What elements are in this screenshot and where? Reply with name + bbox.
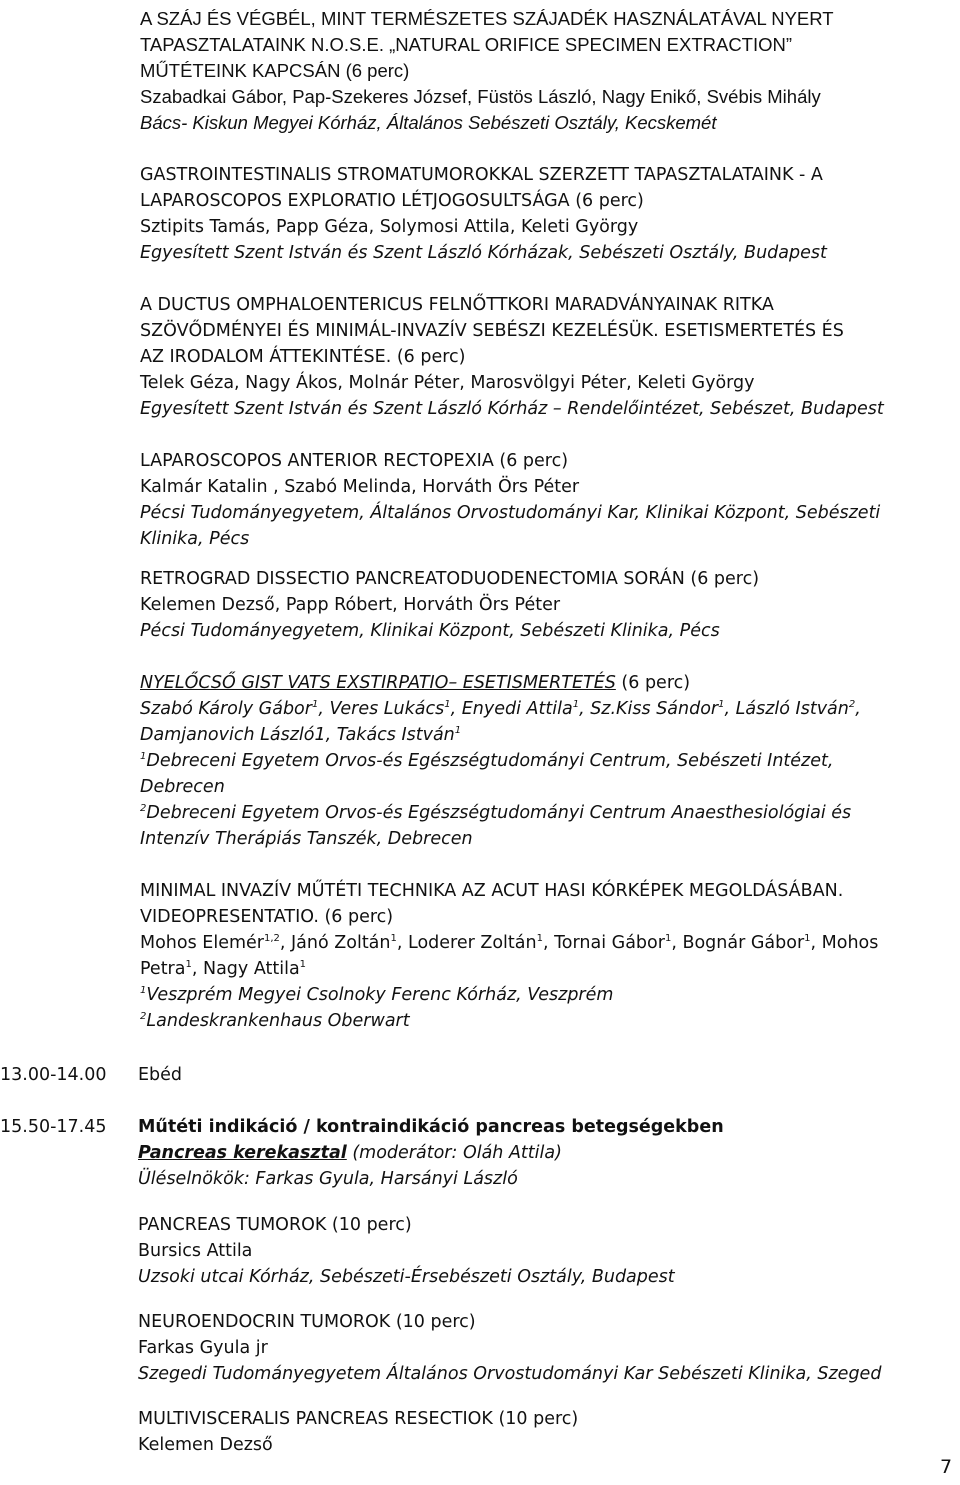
affiliation-marker: 1 bbox=[804, 933, 811, 944]
lunch-label: Ebéd bbox=[138, 1065, 183, 1085]
talk-authors: Kalmár Katalin , Szabó Melinda, Horváth Örs Péter bbox=[140, 477, 580, 497]
author-name: , Nagy Attila bbox=[191, 959, 300, 979]
author-name: , Enyedi Attila bbox=[450, 699, 573, 719]
author-separator: , bbox=[855, 699, 861, 719]
author-name: Damjanovich László1, Takács István bbox=[140, 725, 455, 745]
author-name: , Bognár Gábor bbox=[671, 933, 805, 953]
affiliation-marker: 1 bbox=[718, 699, 725, 710]
talk-title-italic: NYELŐCSŐ GIST VATS EXSTIRPATIO– ESETISMERTETÉS bbox=[140, 673, 616, 693]
affiliation-marker: 1 bbox=[140, 985, 147, 996]
talk-title-line: LAPAROSCOPOS ANTERIOR RECTOPEXIA (6 perc) bbox=[140, 451, 569, 471]
author-name: Petra bbox=[140, 959, 186, 979]
talk-title-line: AZ IRODALOM ÁTTEKINTÉSE. (6 perc) bbox=[140, 347, 466, 367]
institution-name: Debreceni Egyetem Orvos-és Egészségtudományi Centrum Anaesthesiológiai és bbox=[146, 803, 852, 823]
talk-title-line: A DUCTUS OMPHALOENTERICUS FELNŐTTKORI MARADVÁNYAINAK RITKA bbox=[140, 295, 774, 315]
talk-institution: Szegedi Tudományegyetem Általános Orvostudományi Kar Sebészeti Klinika, Szeged bbox=[138, 1364, 882, 1384]
talk-title-line bbox=[140, 670, 690, 696]
talk-institution bbox=[140, 1008, 410, 1034]
talk-title-line: NEUROENDOCRIN TUMOROK (10 perc) bbox=[138, 1312, 476, 1332]
talk-authors: Kelemen Dezső bbox=[138, 1435, 273, 1455]
session-roundtable bbox=[138, 1140, 562, 1166]
talk-title-line: MULTIVISCERALIS PANCREAS RESECTIOK (10 perc) bbox=[138, 1409, 579, 1429]
talk-title-line: MINIMAL INVAZÍV MŰTÉTI TECHNIKA AZ ACUT HASI KÓRKÉPEK MEGOLDÁSÁBAN. bbox=[140, 881, 844, 901]
author-name: , Veres Lukács bbox=[318, 699, 445, 719]
roundtable-label: Pancreas kerekasztal bbox=[138, 1143, 347, 1163]
author-name: Mohos Elemér bbox=[140, 933, 264, 953]
talk-authors: Telek Géza, Nagy Ákos, Molnár Péter, Marosvölgyi Péter, Keleti György bbox=[140, 373, 755, 393]
talk-title-line: LAPAROSCOPOS EXPLORATIO LÉTJOGOSULTSÁGA (6 perc) bbox=[140, 191, 644, 211]
talk-authors: Kelemen Dezső, Papp Róbert, Horváth Örs Péter bbox=[140, 595, 561, 615]
institution-name: Landeskrankenhaus Oberwart bbox=[146, 1011, 410, 1031]
talk-institution: Pécsi Tudományegyetem, Általános Orvostudományi Kar, Klinikai Központ, Sebészeti bbox=[140, 503, 881, 523]
affiliation-marker: 2 bbox=[848, 699, 856, 710]
author-name: , László István bbox=[724, 699, 849, 719]
affiliation-marker: 1 bbox=[572, 699, 580, 710]
talk-authors bbox=[140, 956, 306, 982]
talk-title-line: A SZÁJ ÉS VÉGBÉL, MINT TERMÉSZETES SZÁJADÉK HASZNÁLATÁVAL NYERT bbox=[140, 8, 834, 29]
talk-duration: (6 perc) bbox=[615, 673, 691, 693]
talk-title-line: VIDEOPRESENTATIO. (6 perc) bbox=[140, 907, 394, 927]
talk-authors: Szabadkai Gábor, Pap-Szekeres József, Füstös László, Nagy Enikő, Svébis Mihály bbox=[140, 86, 821, 107]
lunch-time: 13.00-14.00 bbox=[0, 1065, 107, 1085]
author-name: , Tornai Gábor bbox=[542, 933, 665, 953]
author-name: , Sz.Kiss Sándor bbox=[579, 699, 719, 719]
session-time: 15.50-17.45 bbox=[0, 1117, 107, 1137]
talk-title-line: RETROGRAD DISSECTIO PANCREATODUODENECTOMIA SORÁN (6 perc) bbox=[140, 569, 760, 589]
talk-institution: Intenzív Therápiás Tanszék, Debrecen bbox=[140, 829, 473, 849]
talk-title-line: TAPASZTALATAINK N.O.S.E. „NATURAL ORIFICE SPECIMEN EXTRACTION” bbox=[140, 34, 793, 55]
affiliation-marker: 2 bbox=[140, 1011, 147, 1022]
talk-institution: Bács- Kiskun Megyei Kórház, Általános Sebészeti Osztály, Kecskemét bbox=[140, 112, 717, 133]
talk-institution bbox=[140, 800, 851, 826]
author-name: Szabó Károly Gábor bbox=[140, 699, 312, 719]
affiliation-marker: 1 bbox=[536, 933, 543, 944]
affiliation-marker: 1 bbox=[444, 699, 451, 710]
affiliation-marker: 1 bbox=[454, 725, 462, 736]
institution-name: Debreceni Egyetem Orvos-és Egészségtudományi Centrum, Sebészeti Intézet, bbox=[146, 751, 834, 771]
affiliation-marker: 2 bbox=[140, 803, 147, 814]
talk-institution bbox=[140, 748, 833, 774]
talk-institution: Uzsoki utcai Kórház, Sebészeti-Érsebészeti Osztály, Budapest bbox=[138, 1267, 675, 1287]
talk-authors bbox=[140, 722, 461, 748]
talk-authors: Bursics Attila bbox=[138, 1241, 253, 1261]
talk-title-line: PANCREAS TUMOROK (10 perc) bbox=[138, 1215, 412, 1235]
talk-title-line: GASTROINTESTINALIS STROMATUMOROKKAL SZERZETT TAPASZTALATAINK - A bbox=[140, 165, 823, 185]
talk-institution: Pécsi Tudományegyetem, Klinikai Központ, Sebészeti Klinika, Pécs bbox=[140, 621, 720, 641]
talk-authors: Farkas Gyula jr bbox=[138, 1338, 268, 1358]
talk-authors bbox=[140, 696, 861, 722]
affiliation-marker: 1 bbox=[311, 699, 319, 710]
talk-institution: Klinika, Pécs bbox=[140, 529, 250, 549]
talk-institution bbox=[140, 982, 613, 1008]
moderator: (moderátor: Oláh Attila) bbox=[346, 1143, 562, 1163]
affiliation-marker: 1,2 bbox=[263, 933, 280, 944]
affiliation-marker: 1 bbox=[664, 933, 672, 944]
talk-institution: Egyesített Szent István és Szent László Kórházak, Sebészeti Osztály, Budapest bbox=[140, 243, 827, 263]
affiliation-marker: 1 bbox=[390, 933, 397, 944]
session-chairs: Üléselnökök: Farkas Gyula, Harsányi László bbox=[138, 1169, 518, 1189]
session-title: Műtéti indikáció / kontraindikáció pancreas betegségekben bbox=[138, 1117, 724, 1137]
talk-authors: Sztipits Tamás, Papp Géza, Solymosi Attila, Keleti György bbox=[140, 217, 639, 237]
author-name: , Jánó Zoltán bbox=[279, 933, 391, 953]
talk-title-line: MŰTÉTEINK KAPCSÁN (6 perc) bbox=[140, 60, 410, 81]
affiliation-marker: 1 bbox=[185, 959, 192, 970]
talk-authors bbox=[140, 930, 878, 956]
page-number: 7 bbox=[940, 1456, 953, 1478]
author-name: , Loderer Zoltán bbox=[396, 933, 537, 953]
institution-name: Veszprém Megyei Csolnoky Ferenc Kórház, Veszprém bbox=[146, 985, 614, 1005]
affiliation-marker: 1 bbox=[299, 959, 307, 970]
affiliation-marker: 1 bbox=[140, 751, 147, 762]
talk-institution: Debrecen bbox=[140, 777, 225, 797]
author-name: , Mohos bbox=[810, 933, 879, 953]
talk-title-line: SZÖVŐDMÉNYEI ÉS MINIMÁL-INVAZÍV SEBÉSZI KEZELÉSÜK. ESETISMERTETÉS ÉS bbox=[140, 321, 844, 341]
talk-institution: Egyesített Szent István és Szent László Kórház – Rendelőintézet, Sebészet, Budapest bbox=[140, 399, 884, 419]
